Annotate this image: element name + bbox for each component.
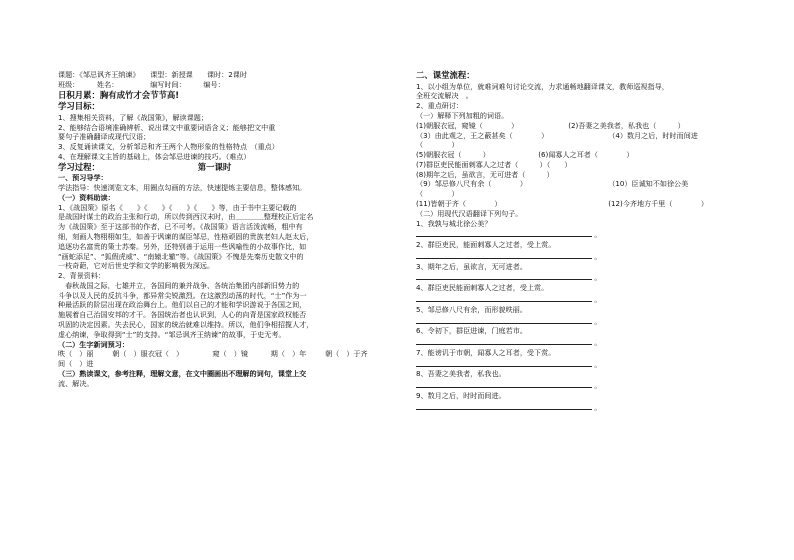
sentence: 8、吾妻之美我者，私我也。 [416,369,506,379]
material-line: “画蛇添足”、“狐假虎威”、“南辕北辙”等。《战国策》不愧是先秦历史散文中的 [58,251,304,261]
material-line: 追逐功名富贵的策士苏秦。另外，还特别善于运用一些讽喻性的小故事作比，如 [58,241,307,251]
material-line: 是战国时谋士的政治主张和行动，所以传到西汉末时，由＿＿＿＿整理校正后定名 [58,212,314,222]
word-item[interactable]: (6)闻寡人之耳者（ ） [538,150,634,160]
session-title: 第一课时 [197,161,232,172]
word-item[interactable]: (11)皆朝于齐（ ） [416,198,502,208]
vocab-row [58,359,392,369]
sentence: 6、令初下，群臣进谏，门庭若市。 [416,326,527,336]
answer-line[interactable] [416,228,592,237]
answer-line-row: 。 [416,401,754,413]
objective-line: 4、在理解课文主旨的基础上，体会邹忌进谏的技巧。（难点） [58,151,251,161]
sentence: 3、期年之后，虽欲言，无可进者。 [416,261,527,271]
sentence: 4、群臣吏民能面刺寡人之过者，受上赏。 [416,283,549,293]
material-line: 一枝奇葩，它对后世史学和文学的影响极为深远。 [58,261,215,271]
sentence: 7、能谤讥于市朝，闻寡人之耳者，受下赏。 [416,347,556,357]
background-line: 种最活跃的阶层出现在政治舞台上。他们以自己的才能和学识游说于各国之间， [58,300,307,310]
word-item[interactable]: (8)期年之后，虽欲言，无可进者（ ） [416,169,554,179]
study-guide: 学法指导：快速浏览文本，用圈点勾画的方法，快速提炼主要信息，整体感知。 [58,183,307,193]
word-item[interactable]: （ ） [416,140,459,150]
answer-line-row: 。 [416,358,754,370]
word-row [416,170,754,180]
material-line: 为《战国策》至于这部书的作者，已不可考。《战国策》语言活泼流畅，粗中有 [58,222,303,232]
vocab-item: 窥（ ）镜 [212,349,248,359]
objective-line: 2、能够结合语境准确辨析、说出课文中重要词语含义；能够把文中重 [58,122,276,132]
answer-line[interactable] [416,358,592,367]
class-info-line: 班级： 姓名： 编写时间： 编号： [58,79,225,89]
answer-line-row: 。 [416,250,754,262]
material-line: 1、《战国策》原名《 》《 》《 》《 》等，由于书中主要记载的 [58,202,297,212]
flow-title: 二、课堂流程： [416,70,475,80]
answer-line[interactable] [416,271,592,280]
flow-step-cont: 全班交流解决 。 [416,91,473,101]
word-item[interactable]: （4）数月之后，时时而间进 [608,130,698,140]
answer-line-row: 。 [416,228,754,240]
sentence: 5、邹忌修八尺有余，而形貌昳丽。 [416,304,527,314]
vocab-item: 朝（ ）于齐 [325,349,368,359]
background-line: 虚心纳谏，争取得到“士”的支持。“邹忌讽齐王纳谏”的故事，于史无考。 [58,329,286,339]
background-line: 巩固的决定因素。失去民心，国家的统治就难以维持。所以，他们争相招揽人才， [58,319,314,329]
word-row [416,179,754,189]
material-line: 细，刻画人物栩栩如生，如善于讽谏的谋臣邹忌，性格顽固的贵族老妇人赵太后， [58,231,314,241]
answer-line[interactable] [416,250,592,259]
word-item[interactable]: （9）邹忌修八尺有余（ ） [416,179,527,189]
sentence: 9、数月之后，时时而间进。 [416,391,506,401]
flow-step: 2、重点研讨： [416,101,464,111]
word-row [416,160,754,170]
read-instruction-cont: 流、解决。 [58,378,94,388]
left-column [58,70,392,388]
word-row [416,150,754,160]
translate-title: （二）用现代汉语翻译下列句子。 [416,208,523,218]
read-instruction: （三）熟读课文，参考注释，理解文意，在文中圈画出不理解的词句，课堂上交 [58,368,307,378]
background-line: 春秋战国之际，七雄并立，各国间的兼并战争、各统治集团内部新旧势力的 [58,280,300,290]
answer-line[interactable] [416,315,592,324]
sentence: 2、群臣吏民，能面刺寡人之过者，受上赏。 [416,240,556,250]
answer-line[interactable] [416,293,592,302]
objective-line: 3、反复诵读课文，分析邹忌和齐王两个人物形象的性格特点 （重点） [58,142,279,152]
answer-line-row: 。 [416,293,754,305]
vocab-item: 朝（ ）服衣冠（ ） [112,349,184,359]
sentence: 1、我孰与城北徐公美？ [416,218,492,228]
answer-line-row: 。 [416,271,754,283]
vocab-item: 期（ ）年 [270,349,307,359]
word-item[interactable]: (5)朝服衣冠（ ） [416,150,490,160]
objective-line: 要句子准确翻译成现代汉语； [58,132,151,142]
motto: 日积月累：胸有成竹才会节节高! [58,89,180,100]
word-row [416,189,754,199]
flow-step: 1、以小组为单位，就难词难句讨论交流，力求通畅地翻译课文，教师巡视指导， [416,81,669,91]
word-item[interactable]: (2)吾妻之美我者，私我也（ ） [568,120,685,130]
word-row [416,131,754,141]
answer-line-row: 。 [416,315,754,327]
process-title: 学习过程： [58,161,100,172]
process-title-row [58,162,392,174]
background-title: 2、背景资料： [58,271,106,281]
answer-line-row: 。 [416,379,754,391]
material-title: （一）资料助读： [58,192,115,202]
right-column [416,70,754,413]
objective-line: 1、搜集相关资料，了解《战国策》，解读课题； [58,112,208,122]
vocab-row [58,349,392,359]
word-row [416,199,754,209]
lesson-header: 课题：《邹忌讽齐王纳谏》 课型：新授课 课时：2课时 [58,70,247,79]
objectives-title: 学习目标： [58,101,100,112]
word-row [416,121,754,131]
vocab-item: 昳（ ）丽 [58,349,94,359]
word-row [416,140,754,150]
explain-title: （一）解释下列加粗的词语。 [416,110,509,120]
background-line: 斗争以及人民的反抗斗争，都异常尖锐激烈。在这激烈动荡的时代，“士”作为一 [58,290,307,300]
preview-title: 一、预习导学： [58,173,108,183]
answer-line[interactable] [416,401,592,410]
word-item[interactable]: （ ） [416,189,459,199]
answer-line[interactable] [416,336,592,345]
word-item[interactable]: （10）臣诚知不如徐公美 [608,179,689,189]
word-item[interactable]: (1)朝服衣冠，窥镜（ ） [416,120,519,130]
answer-line[interactable] [416,379,592,388]
vocab-item: 间（ ）进 [58,359,94,369]
word-item[interactable]: (7)群臣吏民能面刺寡人之过者（ ）（ ） [416,159,572,169]
vocab-title: （二）生字新词预习： [58,339,129,349]
word-item[interactable]: (12)今齐地方千里（ ） [608,198,708,208]
answer-line-row: 。 [416,336,754,348]
word-item[interactable]: （3）由此观之，王之蔽甚矣（ ） [416,130,549,140]
background-line: 施展着自己治国安邦的才干。各国统治者也认识到，人心的向背是国家政权能否 [58,310,307,320]
